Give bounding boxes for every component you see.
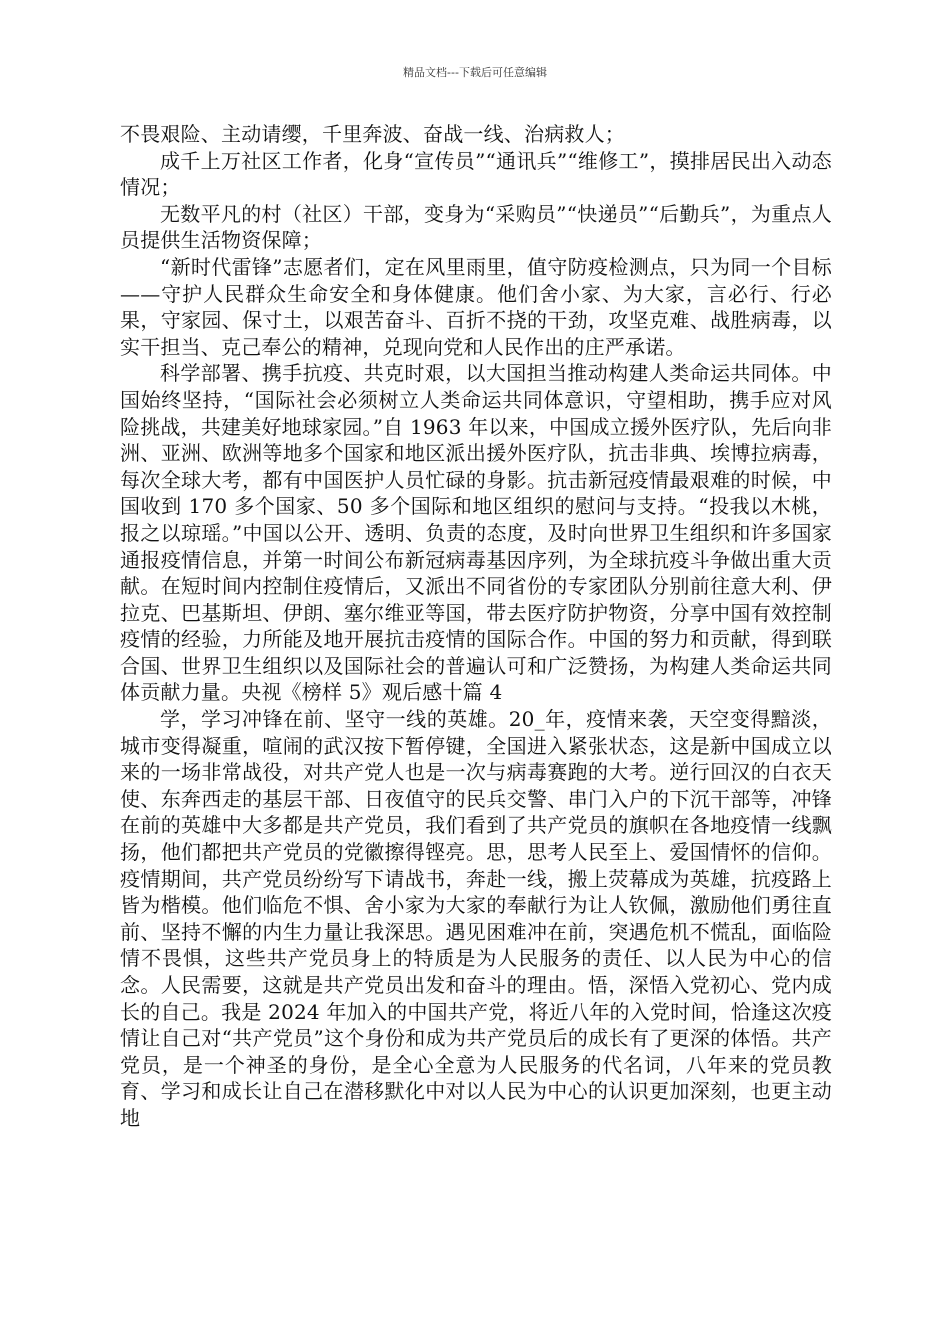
paragraph-5: 科学部署、携手抗疫、共克时艰，以大国担当推动构建人类命运共同体。中国始终坚持，“国际社会必须树立人类命运共同体意识，守望相助，携手应对风险挑战，共建美好地球家园。”自 1963 年以来，中国成立援外医疗队，先后向非洲、亚洲、欧洲等地多个国家和地区派出援外医疗队，抗击非典、埃博拉病毒，每次全球大考，都有中国医护人员忙碌的身影。抗击新冠疫情最艰难的时候，中国收到 170 多个国家、50 多个国际和地区组织的慰问与支持。“投我以木桃，报之以琼瑶。”中国以公开、透明、负责的态度，及时向世界卫生组织和许多国家通报疫情信息，并第一时间公布新冠病毒基因序列，为全球抗疫斗争做出重大贡献。在短时间内控制住疫情后，又派出不同省份的专家团队分别前往意大利、伊拉克、巴基斯坦、伊朗、塞尔维亚等国，带去医疗防护物资，分享中国有效控制疫情的经验，力所能及地开展抗击疫情的国际合作。中国的努力和贡献，得到联合国、世界卫生组织以及国际社会的普遍认可和广泛赞扬，为构建人类命运共同体贡献力量。央视《榜样 5》观后感十篇 4 [120, 361, 832, 705]
paragraph-1: 不畏艰险、主动请缨，千里奔波、奋战一线、治病救人； [120, 122, 625, 146]
document-body [120, 121, 832, 1132]
paragraph-4: “新时代雷锋”志愿者们，定在风里雨里，值守防疫检测点，只为同一个目标——守护人民群众生命安全和身体健康。他们舍小家、为大家，言必行、行必果，守家园、保寸土，以艰苦奋斗、百折不挠的干劲，攻坚克难、战胜病毒，以实干担当、克己奉公的精神，兑现向党和人民作出的庄严承诺。 [120, 254, 832, 359]
page-header: 精品文档---下载后可任意编辑 [403, 66, 547, 79]
paragraph-3: 无数平凡的村（社区）干部，变身为“采购员”“快递员”“后勤兵”，为重点人员提供生活物资保障； [120, 201, 832, 253]
paragraph-6: 学，学习冲锋在前、坚守一线的英雄。20_年，疫情来袭，天空变得黯淡，城市变得凝重，喧闹的武汉按下暂停键，全国进入紧张状态，这是新中国成立以来的一场非常战役，对共产党人也是一次与病毒赛跑的大考。逆行回汉的白衣天使、东奔西走的基层干部、日夜值守的民兵交警、串门入户的下沉干部等，冲锋在前的英雄中大多都是共产党员，我们看到了共产党员的旗帜在各地疫情一线飘扬，他们都把共产党员的党徽擦得铿亮。思，思考人民至上、爱国情怀的信仰。疫情期间，共产党员纷纷写下请战书，奔赴一线，搬上荧幕成为英雄，抗疫路上皆为楷模。他们临危不惧、舍小家为大家的奉献行为让人钦佩，激励他们勇往直前、坚持不懈的内生力量让我深思。遇见困难冲在前，突遇危机不慌乱，面临险情不畏惧，这些共产党员身上的特质是为人民服务的责任、以人民为中心的信念。人民需要，这就是共产党员出发和奋斗的理由。悟，深悟入党初心、党内成长的自己。我是 2024 年加入的中国共产党，将近八年的入党时间，恰逢这次疫情让自己对“共产党员”这个身份和成为共产党员后的成长有了更深的体悟。共产党员，是一个神圣的身份，是全心全意为人民服务的代名词，八年来的党员教育、学习和成长让自己在潜移默化中对以人民为中心的认识更加深刻，也更主动地 [120, 707, 832, 1130]
paragraph-2: 成千上万社区工作者，化身“宣传员”“通讯兵”“维修工”，摸排居民出入动态情况； [120, 148, 832, 200]
